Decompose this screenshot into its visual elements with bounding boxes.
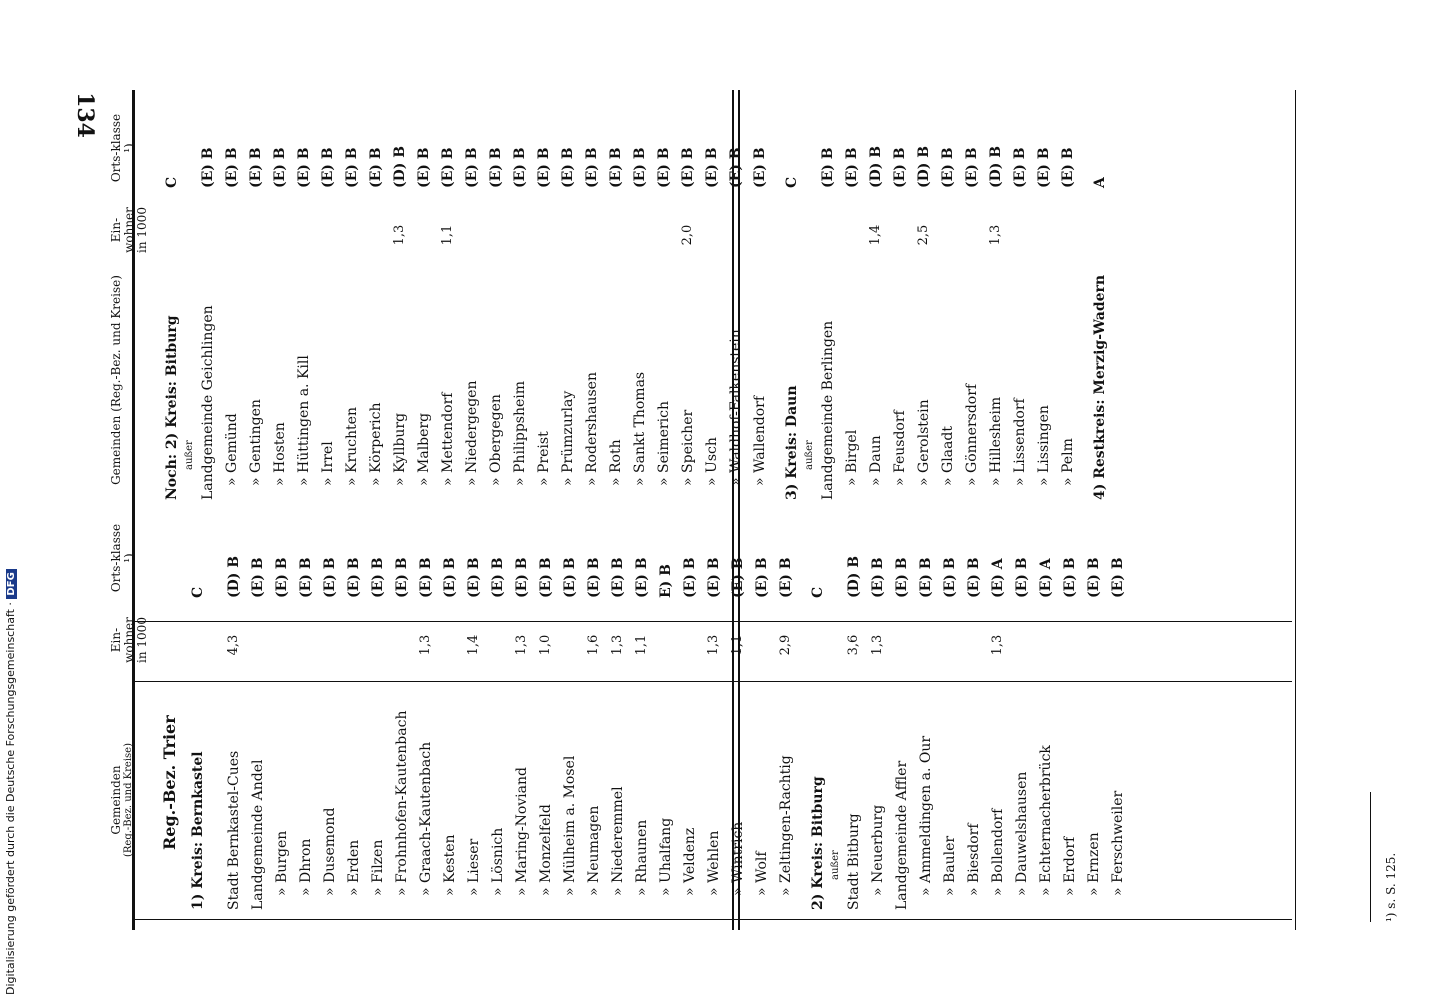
row-class: (E) B xyxy=(730,557,746,598)
row-label: » Erden xyxy=(346,839,362,896)
row-label: » Rodershausen xyxy=(584,372,600,486)
row-class: (E) B xyxy=(466,557,482,598)
row-inhabitants xyxy=(1010,620,1034,670)
row-class: (E) B xyxy=(1036,147,1052,188)
sidebar-label: Digitalisierung gefördert durch die Deutsche Forschungsgemeinschaft xyxy=(4,609,17,995)
row-inhabitants xyxy=(890,620,914,670)
row-inhabitants xyxy=(1032,210,1056,260)
row-class: (E) B xyxy=(418,557,434,598)
row-inhabitants: 1,4 xyxy=(868,224,883,246)
row-label: » Körperich xyxy=(368,402,384,486)
row-class: (E) B xyxy=(752,147,768,188)
row-inhabitants xyxy=(914,620,938,670)
row-label: » Niedergegen xyxy=(464,380,480,486)
row-label: » Daun xyxy=(868,435,884,486)
row-label: » Rhaunen xyxy=(634,819,650,896)
row-label: » Echternacherbrück xyxy=(1038,745,1054,896)
row-class: (E) B xyxy=(754,557,770,598)
row-inhabitants xyxy=(1056,210,1080,260)
row-label: » Mülheim a. Mosel xyxy=(562,755,578,896)
row-class: (E) B xyxy=(704,147,720,188)
row-label: » Gönnersdorf xyxy=(964,383,980,486)
row-inhabitants: 1,3 xyxy=(988,224,1003,246)
row-label: » Uhalfang xyxy=(658,817,674,896)
row-label: » Hüttingen a. Kill xyxy=(296,355,312,486)
row-class: (E) B xyxy=(344,147,360,188)
row-label: » Irrel xyxy=(320,441,336,486)
row-label: » Kesten xyxy=(442,834,458,896)
row-inhabitants xyxy=(246,620,270,670)
row-label: » Lissendorf xyxy=(1012,398,1028,486)
row-label: Landgemeinde Andel xyxy=(250,759,266,910)
row-inhabitants xyxy=(558,620,582,670)
row-inhabitants: 1,4 xyxy=(466,634,481,656)
row-class: (E) B xyxy=(440,147,456,188)
row-inhabitants: 2,5 xyxy=(916,224,931,246)
row-label: » Dhron xyxy=(298,838,314,896)
row-inhabitants: 1,3 xyxy=(610,634,625,656)
row-inhabitants: 1,3 xyxy=(392,224,407,246)
row-inhabitants xyxy=(888,210,912,260)
row-label: » Monzelfeld xyxy=(538,804,554,896)
row-inhabitants xyxy=(938,620,962,670)
row-class: (E) B xyxy=(490,557,506,598)
row-inhabitants xyxy=(532,210,556,260)
row-inhabitants xyxy=(936,210,960,260)
dfg-logo: DFG xyxy=(6,569,17,598)
header-ortsklasse-left: Orts-klasse ¹) xyxy=(109,523,137,593)
row-class: (D) B xyxy=(988,145,1004,188)
header-einwohner-left: Ein-wohner in 1000 xyxy=(109,617,150,663)
row-label: » Gemünd xyxy=(224,413,240,486)
row-class: (D) B xyxy=(868,145,884,188)
row-class: (E) B xyxy=(346,557,362,598)
row-label: » Gerolstein xyxy=(916,399,932,486)
ausser-label: außer xyxy=(184,440,195,470)
row-label: » Wallendorf xyxy=(752,395,768,486)
sidebar-text: Digitalisierung gefördert durch die Deutsche Forschungsgemeinschaft · DFG xyxy=(4,605,17,995)
row-label: » Prümzurlay xyxy=(560,390,576,486)
row-class: (D) B xyxy=(226,555,242,598)
row-class: (E) B xyxy=(964,147,980,188)
row-inhabitants xyxy=(652,210,676,260)
row-label: » Seimerich xyxy=(656,401,672,486)
row-inhabitants xyxy=(750,620,774,670)
row-inhabitants xyxy=(460,210,484,260)
row-label: » Hillesheim xyxy=(988,396,1004,486)
row-inhabitants xyxy=(556,210,580,260)
row-class: (E) B xyxy=(1060,147,1076,188)
row-label: » Malberg xyxy=(416,412,432,486)
row-label: » Glaadt xyxy=(940,426,956,486)
row-class: (E) B xyxy=(942,557,958,598)
row-label: » Filzen xyxy=(370,839,386,896)
region-title: Reg.-Bez. Trier xyxy=(160,715,179,850)
row-class: (E) B xyxy=(1012,147,1028,188)
row-class: (E) B xyxy=(512,147,528,188)
header-gemeinden-sub: (Reg.-Bez. und Kreise) xyxy=(123,743,135,857)
row-label: » Philippsheim xyxy=(512,380,528,486)
header-gemeinden-right: Gemeinden (Reg.-Bez. und Kreise) xyxy=(109,275,123,485)
row-label: » Birgel xyxy=(844,429,860,486)
row-inhabitants xyxy=(508,210,532,260)
row-inhabitants xyxy=(700,210,724,260)
row-class: (E) B xyxy=(918,557,934,598)
row-label: » Maring-Noviand xyxy=(514,767,530,896)
row-class: (E) B xyxy=(538,557,554,598)
row-label: Stadt Bitburg xyxy=(846,813,862,910)
row-class: (E) B xyxy=(728,147,744,188)
row-inhabitants xyxy=(390,620,414,670)
row-class: (E) B xyxy=(682,557,698,598)
row-inhabitants: 2,9 xyxy=(778,634,793,656)
row-inhabitants xyxy=(1034,620,1058,670)
row-label: » Speicher xyxy=(680,409,696,486)
row-label: » Veldenz xyxy=(682,827,698,896)
row-label: » Preist xyxy=(536,431,552,486)
row-class: (E) B xyxy=(634,557,650,598)
row-class: (E) B xyxy=(584,147,600,188)
header-ortsklasse-right: Orts-klasse ¹) xyxy=(109,113,137,183)
row-class: (E) B xyxy=(586,557,602,598)
row-label: Landgemeinde Berlingen xyxy=(820,320,836,500)
row-inhabitants: 1,1 xyxy=(730,634,745,656)
kreis2-title: 2) Kreis: Bitburg xyxy=(810,776,826,910)
header-gemeinden-text: Gemeinden xyxy=(109,765,123,835)
row-inhabitants: 1,3 xyxy=(514,634,529,656)
row-inhabitants xyxy=(268,210,292,260)
row-inhabitants: 4,3 xyxy=(226,634,241,656)
row-label: » Bauler xyxy=(942,835,958,896)
row-inhabitants xyxy=(962,620,986,670)
row-class: (E) B xyxy=(610,557,626,598)
ausser-label: außer xyxy=(830,850,841,880)
row-label: Stadt Bernkastel-Cues xyxy=(226,750,242,910)
row-class: (E) B xyxy=(706,557,722,598)
row-inhabitants xyxy=(840,210,864,260)
row-label: » Dusemond xyxy=(322,807,338,896)
row-label: » Burgen xyxy=(274,830,290,896)
row-label: » Zeltingen-Rachtig xyxy=(778,755,794,896)
row-label: » Gentingen xyxy=(248,399,264,486)
row-label: » Wolf xyxy=(754,851,770,896)
row-class: (E) B xyxy=(250,557,266,598)
row-class: (E) B xyxy=(248,147,264,188)
row-inhabitants xyxy=(366,620,390,670)
row-class: (E) B xyxy=(892,147,908,188)
row-inhabitants: 1,3 xyxy=(706,634,721,656)
row-label: » Usch xyxy=(704,437,720,486)
kreis4-class: A xyxy=(1092,177,1108,188)
row-class: (E) B xyxy=(870,557,886,598)
row-label: » Hosten xyxy=(272,422,288,486)
row-inhabitants xyxy=(220,210,244,260)
row-label: » Kyllburg xyxy=(392,412,408,486)
row-label: » Waldhof-Falkenstein xyxy=(728,329,744,486)
row-class: (E) A xyxy=(1038,558,1054,598)
row-label: » Dauwelshausen xyxy=(1014,771,1030,896)
row-label: » Sankt Thomas xyxy=(632,371,648,486)
row-class: (E) B xyxy=(394,557,410,598)
row-inhabitants xyxy=(196,210,220,260)
row-inhabitants xyxy=(960,210,984,260)
row-inhabitants xyxy=(1058,620,1082,670)
sidebar xyxy=(4,572,20,995)
row-label: » Frohnhofen-Kautenbach xyxy=(394,710,410,896)
kreis2-class: C xyxy=(810,586,826,598)
row-class: (D) B xyxy=(392,145,408,188)
row-class: (E) B xyxy=(416,147,432,188)
footnote: ¹) s. S. 125. xyxy=(1384,852,1398,922)
row-class: (E) B xyxy=(464,147,480,188)
row-inhabitants xyxy=(1106,620,1130,670)
row-label: » Kruchten xyxy=(344,407,360,486)
row-class: (E) A xyxy=(990,558,1006,598)
kreis4-title: 4) Restkreis: Merzig-Wadern xyxy=(1092,274,1108,500)
row-class: (E) B xyxy=(844,147,860,188)
row-inhabitants: 1,3 xyxy=(990,634,1005,656)
row-class: (E) B xyxy=(680,147,696,188)
row-inhabitants xyxy=(292,210,316,260)
row-class: (E) B xyxy=(1086,557,1102,598)
row-label: Landgemeinde Affler xyxy=(894,760,910,910)
row-label: » Neuerburg xyxy=(870,804,886,896)
row-class: (E) B xyxy=(514,557,530,598)
row-inhabitants: 3,6 xyxy=(846,634,861,656)
row-inhabitants xyxy=(412,210,436,260)
row-inhabitants: 1,3 xyxy=(870,634,885,656)
row-class: (E) B xyxy=(608,147,624,188)
row-label: Landgemeinde Geichlingen xyxy=(200,305,216,500)
row-class: (E) B xyxy=(224,147,240,188)
row-class: (E) B xyxy=(274,557,290,598)
row-inhabitants: 1,1 xyxy=(440,224,455,246)
row-label: » Feusdorf xyxy=(892,410,908,486)
row-inhabitants xyxy=(1008,210,1032,260)
row-inhabitants: 1,6 xyxy=(586,634,601,656)
row-label: » Lösnich xyxy=(490,827,506,896)
row-label: » Graach-Kautenbach xyxy=(418,741,434,896)
row-label: » Bollendorf xyxy=(990,808,1006,896)
row-label: » Pelm xyxy=(1060,438,1076,486)
row-class: (E) B xyxy=(894,557,910,598)
row-inhabitants xyxy=(484,210,508,260)
row-inhabitants xyxy=(316,210,340,260)
kreis1-title: 1) Kreis: Bernkastel xyxy=(190,751,206,910)
row-label: » Erdorf xyxy=(1062,836,1078,896)
row-label: » Obergegen xyxy=(488,394,504,486)
row-inhabitants xyxy=(654,620,678,670)
row-class: (E) B xyxy=(272,147,288,188)
row-class: (E) B xyxy=(320,147,336,188)
row-label: » Neumagen xyxy=(586,805,602,896)
row-inhabitants xyxy=(342,620,366,670)
footnote-line xyxy=(1370,792,1371,922)
row-inhabitants xyxy=(438,620,462,670)
col-line xyxy=(132,919,1292,920)
row-class: (E) B xyxy=(966,557,982,598)
row-inhabitants xyxy=(318,620,342,670)
row-class: E) B xyxy=(658,563,674,598)
row-inhabitants xyxy=(270,620,294,670)
kreis3-title: 3) Kreis: Daun xyxy=(784,385,800,500)
row-label: » Ammeldingen a. Our xyxy=(918,735,934,896)
row-class: (E) B xyxy=(488,147,504,188)
row-label: » Mettendorf xyxy=(440,392,456,486)
row-label: » Ferschweiler xyxy=(1110,790,1126,896)
row-inhabitants: 2,0 xyxy=(680,224,695,246)
header-einwohner-right: Ein-wohner in 1000 xyxy=(109,207,150,253)
row-label: » Lieser xyxy=(466,838,482,896)
row-inhabitants xyxy=(340,210,364,260)
row-class: (E) B xyxy=(536,147,552,188)
row-inhabitants xyxy=(678,620,702,670)
row-class: (E) B xyxy=(656,147,672,188)
row-label: » Roth xyxy=(608,439,624,486)
noch-title: Noch: 2) Kreis: Bitburg xyxy=(164,315,180,500)
row-inhabitants: 1,1 xyxy=(634,634,649,656)
noch-class: C xyxy=(164,176,180,188)
row-class: (E) B xyxy=(200,147,216,188)
row-class: (E) B xyxy=(442,557,458,598)
row-class: (E) B xyxy=(322,557,338,598)
header-gemeinden-left xyxy=(110,680,134,920)
row-class: (D) B xyxy=(916,145,932,188)
row-class: (E) B xyxy=(940,147,956,188)
kreis1-class: C xyxy=(190,586,206,598)
row-label: » Lissingen xyxy=(1036,405,1052,486)
row-class: (E) B xyxy=(1110,557,1126,598)
row-inhabitants xyxy=(724,210,748,260)
ausser-label: außer xyxy=(804,440,815,470)
row-inhabitants xyxy=(816,210,840,260)
row-label: » Niederemmel xyxy=(610,786,626,896)
row-class: (E) B xyxy=(296,147,312,188)
page-number: 134 xyxy=(72,92,98,138)
row-class: (E) B xyxy=(778,557,794,598)
row-inhabitants xyxy=(1082,620,1106,670)
row-class: (D) B xyxy=(846,555,862,598)
row-inhabitants xyxy=(294,620,318,670)
row-inhabitants xyxy=(486,620,510,670)
row-inhabitants xyxy=(604,210,628,260)
row-label: » Wintrich xyxy=(730,821,746,896)
row-label: » Biesdorf xyxy=(966,823,982,896)
row-class: (E) B xyxy=(562,557,578,598)
row-inhabitants: 1,3 xyxy=(418,634,433,656)
row-inhabitants xyxy=(628,210,652,260)
row-inhabitants xyxy=(364,210,388,260)
row-inhabitants xyxy=(748,210,772,260)
kreis3-class: C xyxy=(784,176,800,188)
row-label: » Wehlen xyxy=(706,830,722,896)
row-inhabitants xyxy=(244,210,268,260)
row-class: (E) B xyxy=(368,147,384,188)
col-line xyxy=(132,681,1292,682)
row-inhabitants: 1,0 xyxy=(538,634,553,656)
row-label: » Ernzen xyxy=(1086,832,1102,896)
row-class: (E) B xyxy=(632,147,648,188)
row-class: (E) B xyxy=(298,557,314,598)
row-class: (E) B xyxy=(820,147,836,188)
row-inhabitants xyxy=(580,210,604,260)
row-class: (E) B xyxy=(370,557,386,598)
row-class: (E) B xyxy=(1062,557,1078,598)
row-class: (E) B xyxy=(560,147,576,188)
row-class: (E) B xyxy=(1014,557,1030,598)
